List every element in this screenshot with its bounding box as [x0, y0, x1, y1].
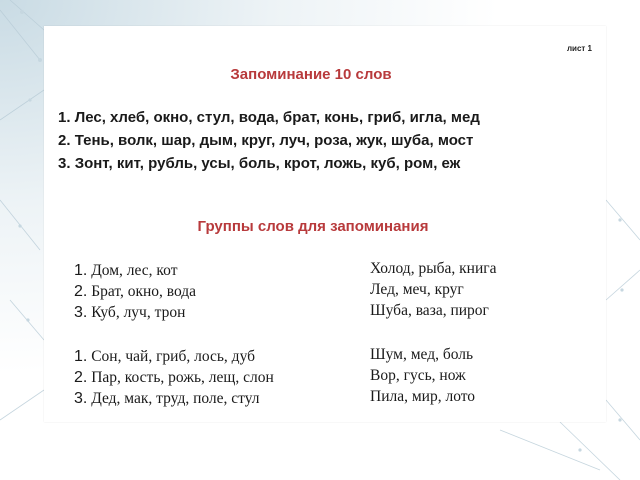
- word-groups-left-1: [74, 260, 196, 323]
- group-row: [74, 346, 274, 367]
- word-groups-right-2: [370, 344, 475, 407]
- row-number: 1.: [58, 109, 71, 126]
- word-groups-right-1: [370, 258, 496, 321]
- group-row: [74, 302, 196, 323]
- group-row: [74, 281, 196, 302]
- row-text: Пар, кость, рожь, лещ, слон: [91, 369, 274, 386]
- row-number: 1.: [74, 262, 88, 279]
- group-row: [74, 388, 274, 409]
- row-number: 1.: [74, 348, 88, 365]
- row-number: 2.: [74, 283, 88, 300]
- group-row: Шум, мед, боль: [370, 346, 474, 363]
- row-text: Дом, лес, кот: [91, 262, 178, 279]
- row-number: 2.: [58, 132, 71, 149]
- row-number: 3.: [74, 304, 88, 321]
- row-text: Зонт, кит, рубль, усы, боль, крот, ложь, куб, ром, еж: [74, 155, 461, 172]
- word-groups-left-2: [74, 346, 274, 409]
- word-list-10: [58, 106, 480, 175]
- group-row: Вор, гусь, нож: [370, 367, 466, 384]
- row-number: 3.: [58, 155, 71, 172]
- word-list-row: [58, 152, 480, 175]
- row-text: Тень, волк, шар, дым, круг, луч, роза, жук, шуба, мост: [74, 132, 474, 149]
- sheet-number: лист 1: [566, 44, 592, 53]
- word-list-row: [58, 106, 480, 129]
- group-row: Лед, меч, круг: [370, 281, 464, 298]
- row-text: Брат, окно, вода: [91, 283, 197, 300]
- row-text: Куб, луч, трон: [91, 304, 186, 321]
- group-row: Пила, мир, лото: [370, 388, 476, 405]
- group-row: Холод, рыба, книга: [370, 260, 497, 277]
- row-number: 3.: [74, 390, 88, 407]
- group-row: [74, 260, 196, 281]
- row-text: Лес, хлеб, окно, стул, вода, брат, конь, гриб, игла, мед: [74, 109, 480, 126]
- section-title-memorize-10-words: Запоминание 10 слов: [230, 66, 392, 83]
- word-list-row: [58, 129, 480, 152]
- group-row: [74, 367, 274, 388]
- row-text: Дед, мак, труд, поле, стул: [91, 390, 260, 407]
- row-number: 2.: [74, 369, 88, 386]
- group-row: Шуба, ваза, пирог: [370, 302, 489, 319]
- worksheet-page: [44, 26, 606, 422]
- row-text: Сон, чай, гриб, лось, дуб: [91, 348, 255, 365]
- section-title-word-groups: Группы слов для запоминания: [197, 218, 429, 235]
